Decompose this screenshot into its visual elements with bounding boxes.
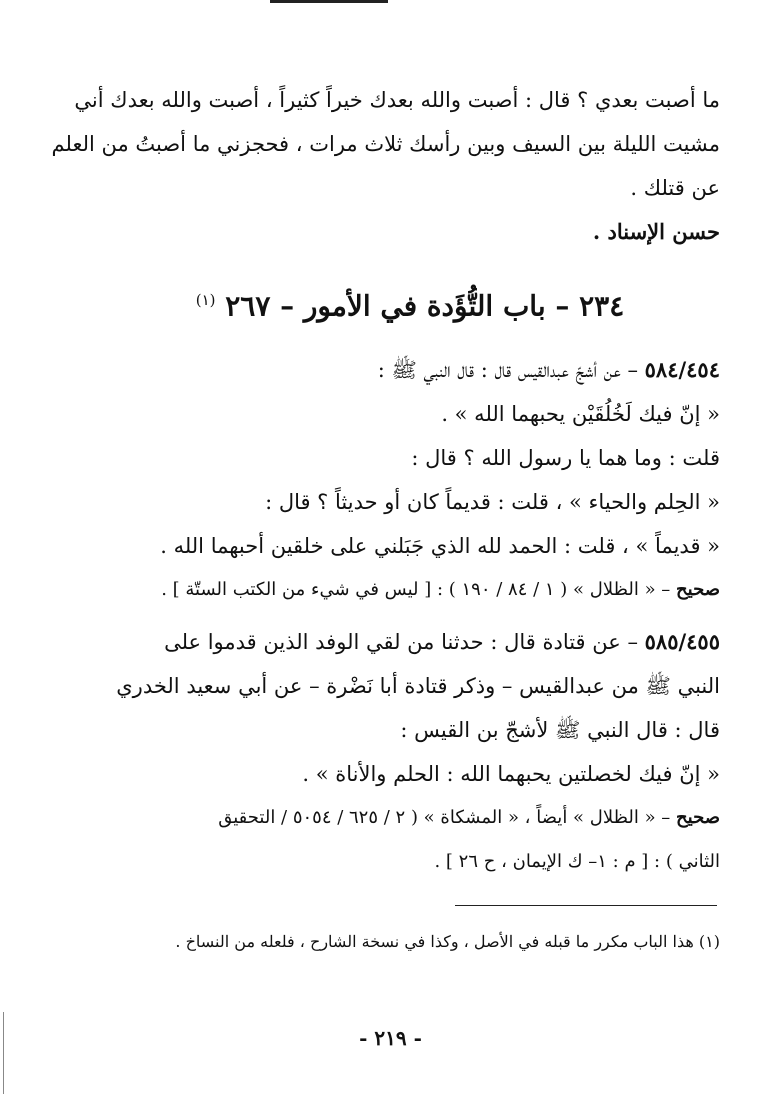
page-number: - ٢١٩ - [359, 1026, 422, 1050]
hadith-454-intro: – عن أشجّ عبدالقيس قال : قال النبي ﷺ : [377, 358, 645, 383]
hadith-454-grade [100, 568, 720, 612]
hadith-455-header [100, 620, 720, 664]
hadith-454-number: ٥٨٤/٤٥٤ [644, 357, 720, 383]
hadith-455-line-3: قال : قال النبي ﷺ لأشجّ بن القيس : [400, 718, 720, 743]
hadith-455-number: ٥٨٥/٤٥٥ [644, 629, 720, 655]
chapter-title: ٢٣٤ – باب التُّؤَدة في الأمور – ٢٦٧ [225, 289, 625, 323]
chapter-footnote-ref: (١) [195, 291, 216, 309]
hadith-454-line: « الحِلم والحياء » ، قلت : قديماً كان أو حديثاً ؟ قال : [265, 490, 720, 515]
grade-label: صحيح [676, 807, 720, 829]
intro-line-3: عن قتلك . [630, 176, 720, 200]
hadith-455-grade [100, 796, 720, 840]
top-rule [270, 0, 388, 3]
grade-label: صحيح [676, 579, 720, 601]
intro-line-1: ما أصبت بعدي ؟ قال : أصبت والله بعدك خيراً كثيراً ، أصبت والله بعدك أني [74, 88, 720, 112]
intro-grade: حسن الإسناد . [592, 219, 720, 244]
hadith-454-line: قلت : وما هما يا رسول الله ؟ قال : [411, 446, 720, 471]
hadith-454-line: « قديماً » ، قلت : الحمد لله الذي جَبَلني على خلقين أحبهما الله . [160, 534, 720, 559]
scan-edge-mark [3, 1012, 4, 1094]
hadith-454-line: « إنّ فيك لَخُلُقَيْن يحبهما الله » . [441, 402, 720, 427]
hadith-455-line-1: – عن قتادة قال : حدثنا من لقي الوفد الذين قدموا على [164, 630, 645, 655]
hadith-455-grade-line-2: الثاني ) : [ م : ١– ك الإيمان ، ح ٢٦ ] . [434, 851, 720, 873]
grade-text: – « الظلال » ( ١ / ٨٤ / ١٩٠ ) : [ ليس في شيء من الكتب الستّة ] . [161, 579, 677, 601]
footnote: (١) هذا الباب مكرر ما قبله في الأصل ، وكذا في نسخة الشارح ، فلعله من النساخ . [175, 932, 720, 951]
hadith-455-line-4: « إنّ فيك لخصلتين يحبهما الله : الحلم والأناة » . [302, 762, 720, 787]
hadith-454-header [100, 348, 720, 392]
chapter-heading [100, 276, 720, 330]
grade-text: – « الظلال » أيضاً ، « المشكاة » ( ٢ / ٦٢٥ / ٥٠٥٤ / التحقيق [218, 807, 677, 829]
hadith-455-line-2: النبي ﷺ من عبدالقيس – وذكر قتادة أبا نَضْرة – عن أبي سعيد الخدري [116, 674, 720, 699]
intro-line-2: مشيت الليلة بين السيف وبين رأسك ثلاث مرات ، فحجزني ما أصبتُ من العلم [51, 132, 720, 156]
page-body [51, 78, 720, 884]
footnote-rule [455, 905, 717, 906]
